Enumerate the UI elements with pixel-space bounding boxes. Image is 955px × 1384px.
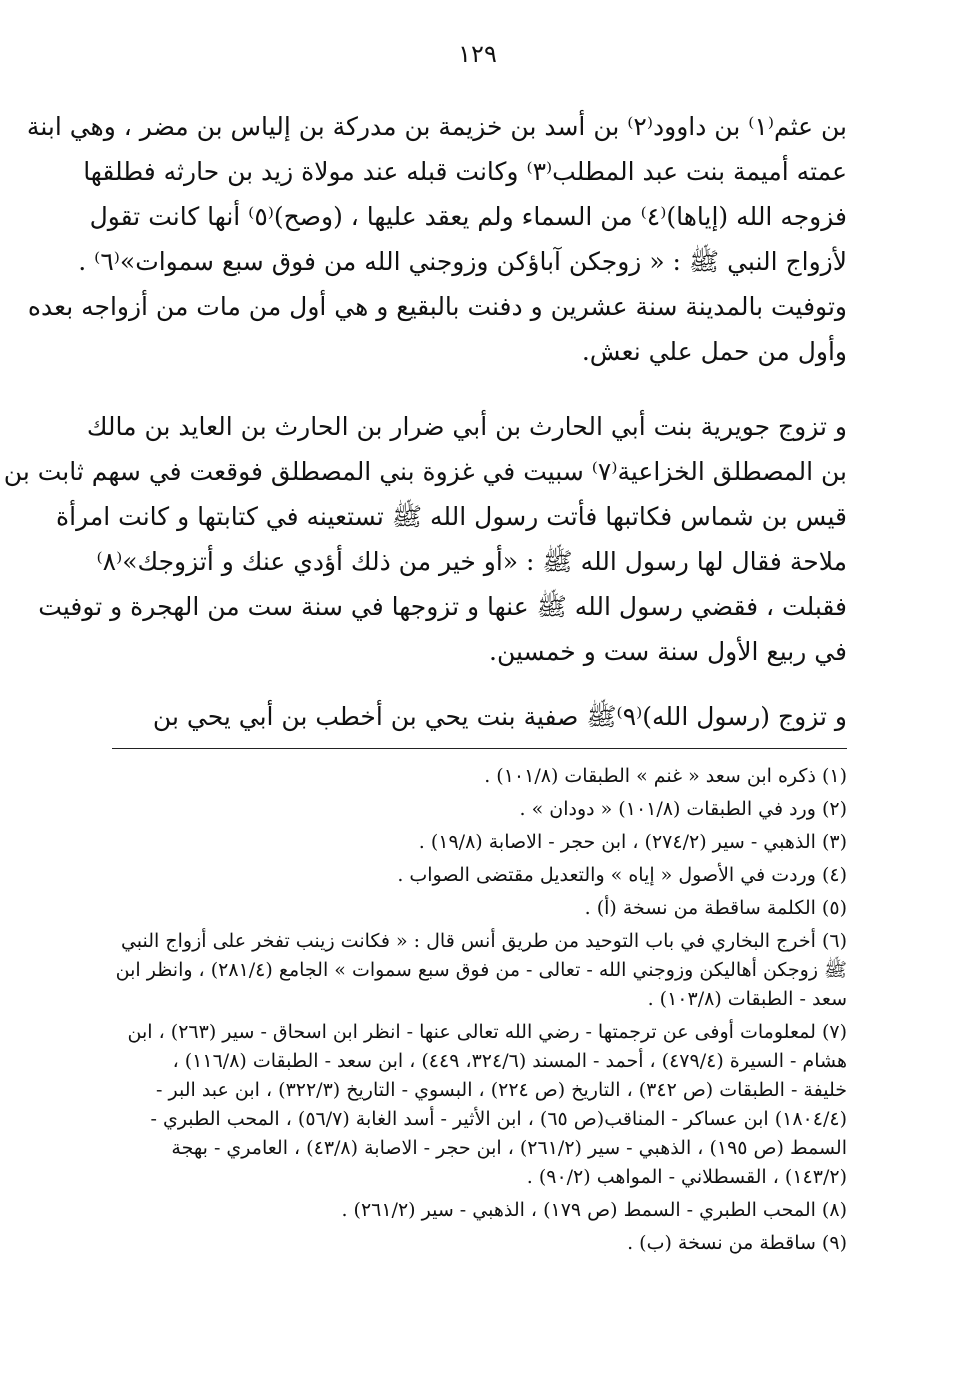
footnote-2: (٢) ورد في الطبقات (١٠١/٨) « دودان » . xyxy=(519,798,847,820)
paragraph-3 xyxy=(108,694,847,739)
footnote-separator xyxy=(112,748,847,749)
footnote-line: هشام - السيرة (٤٧٩/٤) ، أحمد - المسند (٣٢٤/٦، ٤٤٩) ، ابن سعد - الطبقات (١١٦/٨) ، xyxy=(172,1050,847,1072)
footnotes xyxy=(108,762,847,1262)
footnote-9: (٩) ساقطة من نسخة (ب) . xyxy=(627,1232,847,1254)
footnote-line: خليفة - الطبقات (ص ٣٤٢) ، التاريخ (ص ٢٢٤) ، البسوي - التاريخ (٣٢٢/٣) ، ابن عبد البر - xyxy=(156,1079,847,1101)
text-line: و تزوج (رسول الله)⁽٩⁾ﷺ صفية بنت يحي بن أخطب بن أبي يحي بن xyxy=(152,702,847,731)
text-line: فزوجه الله (إياها)⁽٤⁾ من السماء ولم يعقد عليها ، (وصح)⁽٥⁾ أنها كانت تقول xyxy=(89,202,847,231)
footnote-line: (١٨٠٤/٤) ابن عساكر - المناقب(ص ٦٥) ، ابن الأثير - أسد الغابة (٥٦/٧) ، المحب الطبري - xyxy=(150,1108,847,1130)
footnote-3: (٣) الذهبي - سير (٢٧٤/٢) ، ابن حجر - الاصابة (١٩/٨) . xyxy=(418,831,847,853)
footnote-line: سعد - الطبقات (١٠٣/٨) . xyxy=(647,988,847,1010)
footnote-1: (١) ذكره ابن سعد « غنم » الطبقات (١٠١/٨) . xyxy=(484,765,847,787)
text-line: فقبلت ، فقضي رسول الله ﷺ عنها و تزوجها في سنة ست من الهجرة و توفيت xyxy=(38,592,847,621)
text-line: ملاحة فقال لها رسول الله ﷺ : «أو خير من ذلك أؤدي عنك و أتزوجك»⁽٨⁾ xyxy=(96,547,847,576)
paragraph-2 xyxy=(3,404,847,674)
text-line: بن عثم⁽١⁾ بن داوود⁽٢⁾ بن أسد بن خزيمة بن مدركة بن إلياس بن مضر ، وهي ابنة xyxy=(26,112,847,141)
footnote-8: (٨) المحب الطبري - السمط (ص ١٧٩) ، الذهبي - سير (٢٦١/٢) . xyxy=(341,1199,847,1221)
text-line: وأول من حمل علي نعش. xyxy=(581,337,847,366)
text-line: في ربيع الأول سنة ست و خمسين. xyxy=(489,637,847,666)
footnote-4: (٤) وردت في الأصول « إياه » والتعديل مقتضى الصواب . xyxy=(397,864,847,886)
text-line: وتوفيت بالمدينة سنة عشرين و دفنت بالبقيع و هي أول من مات من أزواجه بعده xyxy=(27,292,847,321)
text-line: و تزوج جويرية بنت أبي الحارث بن أبي ضرار بن الحارث بن العايد بن مالك xyxy=(86,412,847,441)
footnote-5: (٥) الكلمة ساقطة من نسخة (أ) . xyxy=(584,897,847,919)
footnote-line: (٧) لمعلومات أوفى عن ترجمتها - رضي الله تعالى عنها - انظر ابن اسحاق - سير (٢٦٣) ، ابن xyxy=(127,1021,847,1043)
footnote-line: (٦) أخرج البخاري في باب التوحيد من طريق أنس قال : « فكانت زينب تفخر على أزواج النبي xyxy=(120,930,847,952)
text-line: عمته أميمة بنت عبد المطلب⁽٣⁾ وكانت قبله عند مولاة زيد بن حارثه فطلقها xyxy=(83,157,847,186)
footnote-line: ﷺ زوجكن أهاليكن وزوجني الله - تعالى - من فوق سبع سموات » الجامع (٢٨١/٤) ، وانظر ابن xyxy=(115,959,847,981)
page-number: ١٢٩ xyxy=(458,40,497,68)
paragraph-1 xyxy=(26,104,847,374)
footnote-6 xyxy=(108,927,847,1014)
footnote-7 xyxy=(108,1018,847,1192)
footnote-line: (١٤٣/٢) ، القسطلاني - المواهب (٩٠/٢) . xyxy=(526,1166,847,1188)
text-line: قيس بن شماس فكاتبها فأتت رسول الله ﷺ تستعينه في كتابتها و كانت امرأة xyxy=(56,502,847,531)
footnote-line: السمط (ص ١٩٥) ، الذهبي - سير (٢٦١/٢) ، ابن حجر - الاصابة (٤٣/٨) ، العامري - بهجة xyxy=(171,1137,847,1159)
text-line: لأزواج النبي ﷺ : « زوجكن آباؤكن وزوجني الله من فوق سبع سموات»⁽٦⁾ . xyxy=(78,247,847,276)
text-line: بن المصطلق الخزاعية⁽٧⁾ سبيت في غزوة بني المصطلق فوقعت في سهم ثابت بن xyxy=(3,457,847,486)
